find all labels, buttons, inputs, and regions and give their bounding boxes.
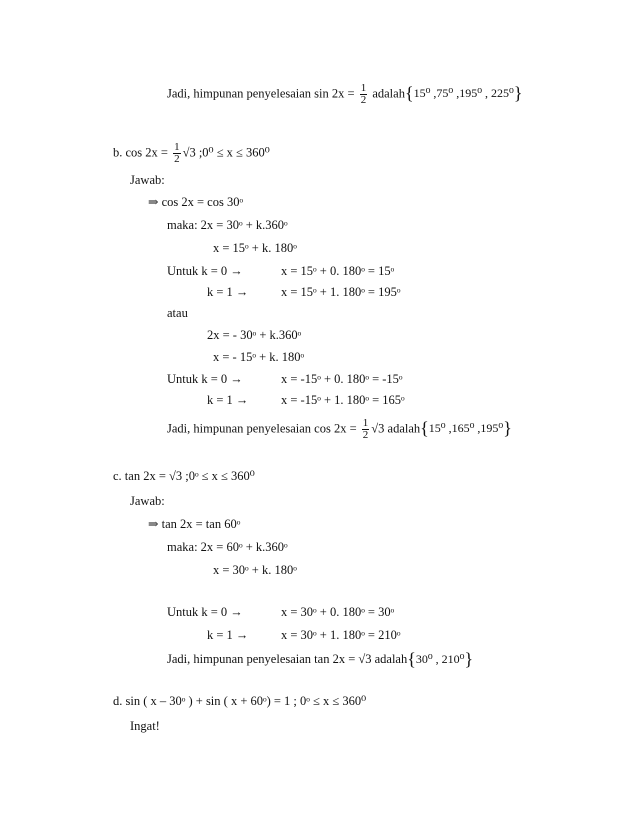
untuk-k1-c-label: k = 1 → [207,628,249,642]
solution-set-cos: {15⁰ ,165⁰ ,195⁰} [420,418,512,439]
step-x-c: x = 30ᵒ + k. 180ᵒ [213,563,297,577]
untuk-k0-b1-label: Untuk k = 0 → [167,264,243,278]
fraction-numerator: 1 [360,82,367,94]
solution-set-values: 30⁰ , 210⁰ [415,652,465,666]
fraction-numerator: 1 [174,141,180,153]
adalah-text: √3 adalah [371,421,421,436]
untuk-k0-c-label: Untuk k = 0 → [167,605,243,619]
step-maka-b1: maka: 2x = 30ᵒ + k.360ᵒ [167,218,288,232]
conclusion-sin-line [167,83,522,106]
jawab-label: Jawab: [130,173,165,187]
untuk-k1-c-result: x = 30ᵒ + 1. 180ᵒ = 210ᵒ [281,628,401,642]
adalah-text: adalah [372,86,405,101]
conclusion-cos-line [167,418,512,441]
untuk-k1-b2-result: x = -15ᵒ + 1. 180ᵒ = 165ᵒ [281,393,405,407]
atau-label: atau [167,306,188,320]
untuk-k1-b1-result: x = 15ᵒ + 1. 180ᵒ = 195ᵒ [281,285,401,299]
conclusion-tan-line [167,649,474,669]
fraction-one-half [173,142,181,165]
untuk-k0-b2-result: x = -15ᵒ + 0. 180ᵒ = -15ᵒ [281,372,403,386]
conclusion-sin-text: Jadi, himpunan penyelesaian sin 2x = [167,86,355,101]
untuk-k0-b2-label: Untuk k = 0 → [167,372,243,386]
solution-set-sin: {15⁰ ,75⁰ ,195⁰ , 225⁰} [404,83,523,104]
solution-set-values: 15⁰ ,165⁰ ,195⁰ [428,421,504,436]
step-x-b2: x = - 15ᵒ + k. 180ᵒ [213,350,305,364]
conclusion-tan-text: Jadi, himpunan penyelesaian tan 2x = √3 adalah [167,652,408,666]
untuk-k0-c-result: x = 30ᵒ + 0. 180ᵒ = 30ᵒ [281,605,395,619]
step-maka-c: maka: 2x = 60ᵒ + k.360ᵒ [167,540,288,554]
fraction-one-half [360,83,368,106]
problem-b-condition: √3 ;0⁰ ≤ x ≤ 360⁰ [182,145,270,160]
fraction-numerator: 1 [362,417,369,429]
problem-b-line [113,142,270,165]
untuk-k1-b2-label: k = 1 → [207,393,249,407]
problem-b-text: b. cos 2x = [113,145,168,160]
step-x-b1: x = 15ᵒ + k. 180ᵒ [213,241,297,255]
untuk-k1-b1-label: k = 1 → [207,285,249,299]
step-tan-equation: ⇒ tan 2x = tan 60ᵒ [148,517,241,531]
jawab-label: Jawab: [130,494,165,508]
solution-set-tan: {30⁰ , 210⁰} [407,649,474,669]
untuk-k0-b1-result: x = 15ᵒ + 0. 180ᵒ = 15ᵒ [281,264,395,278]
problem-d-line: d. sin ( x – 30ᵒ ) + sin ( x + 60ᵒ) = 1 ; 0ᵒ ≤ x ≤ 360⁰ [113,694,367,708]
fraction-denominator: 2 [362,429,369,441]
fraction-denominator: 2 [360,94,367,106]
fraction-denominator: 2 [174,153,180,165]
fraction-one-half [362,418,370,441]
solution-set-values: 15⁰ ,75⁰ ,195⁰ , 225⁰ [413,86,514,101]
conclusion-cos-text: Jadi, himpunan penyelesaian cos 2x = [167,421,357,436]
step-cos-equation: ⇒ cos 2x = cos 30ᵒ [148,195,244,209]
step-maka-b2: 2x = - 30ᵒ + k.360ᵒ [207,328,302,342]
ingat-label: Ingat! [130,719,160,733]
problem-c-line: c. tan 2x = √3 ;0ᵒ ≤ x ≤ 360⁰ [113,469,255,483]
